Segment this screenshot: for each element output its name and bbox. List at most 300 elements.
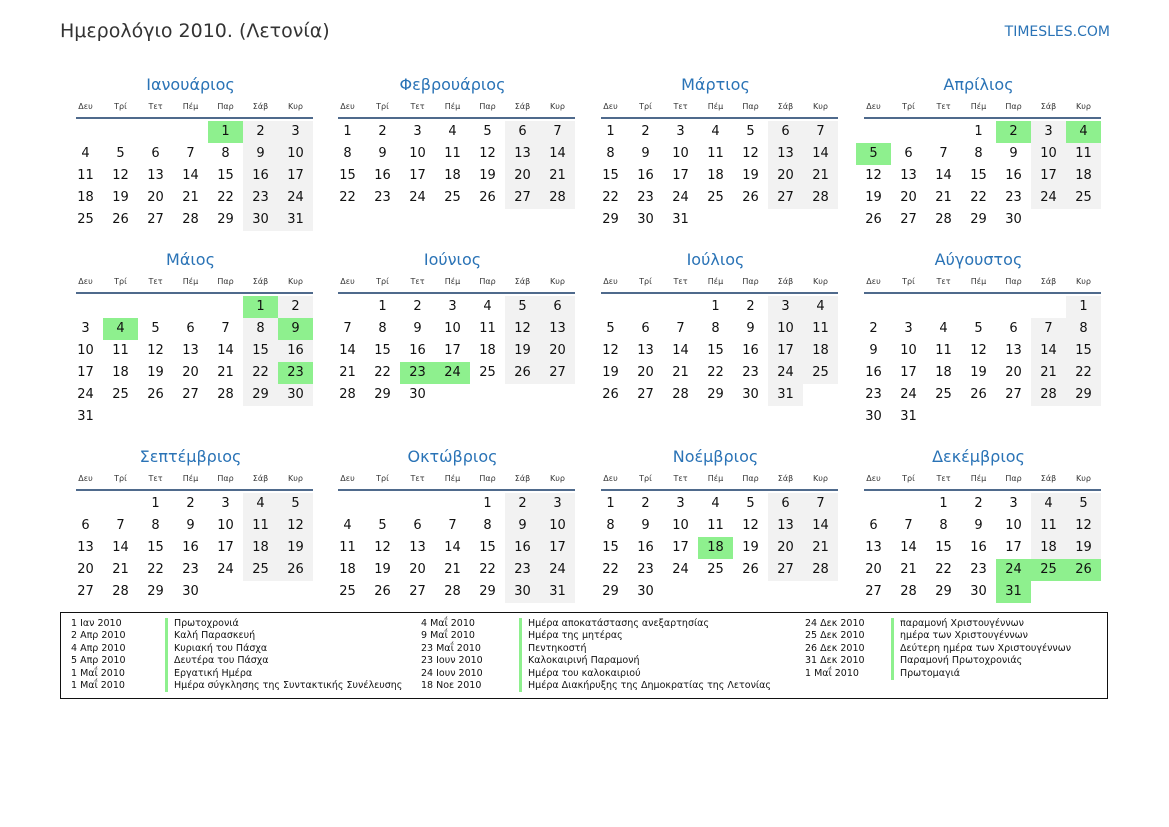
day-cell: 11 [444,146,461,161]
holiday-name: παραμονή Χριστουγέννων [891,618,1024,630]
day-cell: 11 [243,515,278,537]
day-cell: 24 [217,562,234,577]
weekday-label: Τετ [673,474,688,483]
weekday-label: Σάβ [777,277,794,286]
month-block [68,73,313,227]
holiday-date: 1 Μαΐ 2010 [805,667,859,679]
holiday-day-cell: 24 [996,559,1031,581]
weekday-label: Κυρ [813,277,828,286]
day-cell: 25 [243,559,278,581]
day-cell: 6 [186,321,195,336]
day-cell: 30 [505,581,540,603]
day-cell: 17 [1005,540,1022,555]
day-cell: 3 [676,124,685,139]
day-cell: 15 [479,540,496,555]
day-cell: 20 [77,562,94,577]
day-cell: 18 [339,562,356,577]
day-cell: 14 [900,540,917,555]
day-cell: 1 [711,299,720,314]
day-cell: 30 [637,212,654,227]
day-cell: 20 [540,340,575,362]
weekday-label: Δευ [866,474,881,483]
holiday-date: 24 Ιουν 2010 [421,667,483,679]
month-block [593,445,838,599]
day-cell: 26 [112,212,129,227]
weekday-label: Κυρ [813,474,828,483]
weekday-label: Τετ [410,102,425,111]
day-cell: 5 [746,496,755,511]
day-cell: 21 [1031,362,1066,384]
day-cell: 21 [672,365,689,380]
day-cell: 10 [768,318,803,340]
weekday-label: Σάβ [1040,277,1057,286]
day-cell: 31 [768,384,803,406]
day-cell: 16 [970,540,987,555]
day-cell: 28 [217,387,234,402]
day-cell: 5 [1066,493,1101,515]
day-cell: 28 [339,387,356,402]
day-cell: 2 [641,124,650,139]
day-cell: 4 [711,496,720,511]
day-cell: 5 [378,518,387,533]
day-cell: 14 [803,143,838,165]
holiday-name: Καλοκαιρινή Παραμονή [519,655,639,667]
day-cell: 10 [900,343,917,358]
day-cell: 18 [935,365,952,380]
day-cell: 15 [707,343,724,358]
holiday-name: Δευτέρα του Πάσχα [165,655,269,667]
day-cell: 25 [77,212,94,227]
day-cell: 21 [182,190,199,205]
weekday-label: Δευ [78,102,93,111]
day-cell: 11 [707,518,724,533]
day-cell: 27 [768,187,803,209]
day-cell: 14 [803,515,838,537]
page-title: Ημερολόγιο 2010. (Λετονία) [60,20,330,42]
day-cell: 18 [479,343,496,358]
weekday-label: Κυρ [288,277,303,286]
weekday-label: Παρ [1005,474,1022,483]
day-cell: 23 [742,365,759,380]
day-cell: 6 [641,321,650,336]
month-name: Νοέμβριος [672,447,759,466]
day-cell: 9 [186,518,195,533]
day-cell: 27 [900,212,917,227]
day-cell: 30 [182,584,199,599]
day-cell: 7 [803,121,838,143]
day-cell: 4 [939,321,948,336]
holiday-name: Πρωτοχρονιά [165,618,239,630]
day-cell: 24 [409,190,426,205]
day-cell: 15 [935,540,952,555]
day-cell: 27 [409,584,426,599]
day-cell: 6 [81,518,90,533]
month-name: Ιούλιος [686,250,745,269]
holiday-day-cell: 25 [1031,559,1066,581]
holiday-name: Ημέρα Διακήρυξης της Δημοκρατίας της Λετονίας [519,680,771,692]
weekday-label: Τετ [410,474,425,483]
header-rule [76,117,313,119]
site-link[interactable]: TIMESLES.COM [1004,24,1110,40]
day-cell: 17 [1031,165,1066,187]
day-cell: 23 [637,190,654,205]
day-cell: 20 [768,165,803,187]
day-cell: 29 [602,584,619,599]
day-cell: 10 [77,343,94,358]
day-cell: 28 [803,187,838,209]
day-cell: 6 [869,518,878,533]
day-cell: 16 [1005,168,1022,183]
day-cell: 21 [935,190,952,205]
day-cell: 25 [707,190,724,205]
weekday-label: Πέμ [970,102,987,111]
weekday-label: Κυρ [1076,277,1091,286]
weekday-label: Πέμ [970,277,987,286]
holiday-day-cell: 9 [278,318,313,340]
weekday-label: Δευ [340,474,355,483]
weekday-label: Σάβ [1040,102,1057,111]
weekday-label: Δευ [866,102,881,111]
holiday-day-cell: 23 [278,362,313,384]
header-rule [601,117,838,119]
day-cell: 8 [1066,318,1101,340]
day-cell: 11 [1031,515,1066,537]
day-cell: 5 [974,321,983,336]
header-rule [76,489,313,491]
day-cell: 11 [707,146,724,161]
day-cell: 23 [970,562,987,577]
day-cell: 28 [1031,384,1066,406]
day-cell: 21 [339,365,356,380]
month-name: Σεπτέμβριος [139,447,242,466]
month-name: Οκτώβριος [407,447,498,466]
day-cell: 21 [444,562,461,577]
day-cell: 22 [970,190,987,205]
holiday-date: 26 Δεκ 2010 [805,642,865,654]
day-cell: 8 [483,518,492,533]
holiday-name: Δεύτερη ημέρα των Χριστουγέννων [891,643,1071,655]
day-cell: 15 [1066,340,1101,362]
month-block [856,248,1101,424]
holiday-name: Πρωτομαγιά [891,668,960,680]
weekday-label: Τετ [673,277,688,286]
day-cell: 14 [112,540,129,555]
day-cell: 5 [505,296,540,318]
day-cell: 8 [606,146,615,161]
day-cell: 7 [676,321,685,336]
day-cell: 15 [147,540,164,555]
day-cell: 4 [803,296,838,318]
day-cell: 3 [540,493,575,515]
weekday-label: Κυρ [550,474,565,483]
day-cell: 29 [707,387,724,402]
day-cell: 12 [374,540,391,555]
weekday-label: Σάβ [1040,474,1057,483]
weekday-label: Τρί [376,474,389,483]
day-cell: 3 [676,496,685,511]
day-cell: 30 [970,584,987,599]
day-cell: 16 [742,343,759,358]
weekday-label: Παρ [217,474,234,483]
day-cell: 31 [540,581,575,603]
day-cell: 30 [742,387,759,402]
day-cell: 23 [243,187,278,209]
day-cell: 29 [935,584,952,599]
weekday-label: Δευ [340,277,355,286]
weekday-label: Κυρ [1076,102,1091,111]
day-cell: 26 [374,584,391,599]
day-cell: 14 [672,343,689,358]
weekday-header [593,97,838,117]
day-cell: 29 [217,212,234,227]
day-cell: 16 [182,540,199,555]
day-cell: 27 [77,584,94,599]
day-cell: 30 [1005,212,1022,227]
weekday-label: Πέμ [444,102,461,111]
day-cell: 29 [1066,384,1101,406]
day-cell: 18 [1031,537,1066,559]
holiday-name: Ημέρα σύγκλησης της Συντακτικής Συνέλευσης [165,680,402,692]
weekday-label: Τρί [114,474,127,483]
day-cell: 24 [672,562,689,577]
holiday-date: 1 Ιαν 2010 [71,618,122,629]
day-cell: 30 [865,409,882,424]
month-name: Μάιος [166,250,215,269]
weekday-label: Τρί [902,277,915,286]
day-cell: 8 [711,321,720,336]
day-cell: 9 [243,143,278,165]
day-cell: 14 [1031,340,1066,362]
weekday-label: Τετ [936,474,951,483]
day-cell: 24 [900,387,917,402]
weekday-label: Τρί [376,277,389,286]
day-cell: 13 [1005,343,1022,358]
day-cell: 5 [116,146,125,161]
day-cell: 3 [448,299,457,314]
day-cell: 26 [742,190,759,205]
day-cell: 13 [505,143,540,165]
day-cell: 16 [865,365,882,380]
weekday-label: Σάβ [514,277,531,286]
day-cell: 7 [939,146,948,161]
weekday-label: Παρ [217,102,234,111]
day-cell: 27 [147,212,164,227]
day-cell: 5 [278,493,313,515]
day-cell: 18 [1066,165,1101,187]
holiday-day-cell: 24 [435,362,470,384]
weekday-label: Πέμ [707,474,724,483]
day-cell: 26 [602,387,619,402]
day-cell: 6 [413,518,422,533]
day-cell: 2 [641,496,650,511]
day-cell: 14 [182,168,199,183]
day-cell: 29 [970,212,987,227]
holiday-name: Εργατική Ημέρα [165,668,252,680]
day-cell: 4 [1031,493,1066,515]
day-cell: 21 [900,562,917,577]
header-rule [601,292,838,294]
day-cell: 9 [378,146,387,161]
day-cell: 12 [602,343,619,358]
day-cell: 23 [637,562,654,577]
weekday-label: Δευ [603,102,618,111]
day-cell: 3 [221,496,230,511]
day-cell: 4 [243,493,278,515]
weekday-header [68,272,313,292]
day-cell: 5 [606,321,615,336]
day-cell: 1 [151,496,160,511]
day-cell: 31 [278,209,313,231]
day-cell: 2 [186,496,195,511]
day-cell: 8 [243,318,278,340]
header-rule [76,292,313,294]
day-cell: 1 [939,496,948,511]
day-cell: 26 [278,559,313,581]
day-cell: 3 [413,124,422,139]
day-cell: 16 [637,168,654,183]
day-cell: 8 [939,518,948,533]
weekday-label: Παρ [479,277,496,286]
month-block [593,73,838,227]
day-cell: 3 [1009,496,1018,511]
weekday-label: Παρ [1005,277,1022,286]
day-cell: 12 [742,518,759,533]
day-cell: 19 [602,365,619,380]
weekday-header [330,97,575,117]
day-cell: 19 [742,168,759,183]
header-rule [864,489,1101,491]
day-cell: 11 [77,168,94,183]
month-block [330,248,575,402]
month-name: Μάρτιος [681,75,750,94]
day-cell: 29 [147,584,164,599]
day-cell: 1 [378,299,387,314]
day-cell: 16 [409,343,426,358]
holiday-day-cell: 23 [400,362,435,384]
holiday-day-cell: 2 [996,121,1031,143]
day-cell: 16 [243,165,278,187]
weekday-label: Τρί [639,474,652,483]
weekday-label: Πέμ [970,474,987,483]
month-name: Ιούνιος [423,250,482,269]
day-cell: 7 [803,493,838,515]
day-cell: 12 [742,146,759,161]
day-cell: 23 [865,387,882,402]
day-cell: 25 [479,365,496,380]
month-name: Δεκέμβριος [932,447,1025,466]
weekday-label: Κυρ [288,474,303,483]
day-cell: 4 [448,124,457,139]
holiday-name: Καλή Παρασκευή [165,630,255,642]
day-cell: 8 [221,146,230,161]
day-cell: 5 [746,124,755,139]
day-cell: 15 [970,168,987,183]
weekday-label: Δευ [78,474,93,483]
day-cell: 16 [374,168,391,183]
day-cell: 2 [278,296,313,318]
day-cell: 5 [151,321,160,336]
month-block [68,248,313,424]
holiday-name: Παραμονή Πρωτοχρονιάς [891,655,1022,667]
day-cell: 25 [112,387,129,402]
day-cell: 21 [112,562,129,577]
day-cell: 2 [413,299,422,314]
header-rule [338,292,575,294]
day-cell: 19 [147,365,164,380]
weekday-label: Σάβ [252,474,269,483]
weekday-label: Τρί [114,102,127,111]
month-name: Αύγουστος [934,250,1023,269]
day-cell: 22 [602,562,619,577]
day-cell: 25 [707,562,724,577]
day-cell: 26 [865,212,882,227]
holiday-date: 1 Μαΐ 2010 [71,679,125,691]
day-cell: 8 [343,146,352,161]
day-cell: 22 [217,190,234,205]
day-cell: 26 [147,387,164,402]
day-cell: 20 [147,190,164,205]
month-block [330,73,575,205]
day-cell: 28 [935,212,952,227]
day-cell: 3 [1031,121,1066,143]
day-cell: 12 [479,146,496,161]
day-cell: 4 [711,124,720,139]
weekday-header [856,272,1101,292]
day-cell: 12 [278,515,313,537]
day-cell: 11 [112,343,129,358]
day-cell: 1 [343,124,352,139]
day-cell: 1 [606,124,615,139]
weekday-label: Πέμ [707,277,724,286]
weekday-header [593,272,838,292]
day-cell: 7 [221,321,230,336]
day-cell: 17 [278,165,313,187]
day-cell: 23 [182,562,199,577]
weekday-label: Σάβ [514,474,531,483]
day-cell: 17 [540,537,575,559]
weekday-label: Κυρ [1076,474,1091,483]
day-cell: 27 [865,584,882,599]
weekday-label: Κυρ [550,277,565,286]
day-cell: 17 [444,343,461,358]
month-block [856,445,1101,599]
holiday-date: 31 Δεκ 2010 [805,655,865,667]
day-cell: 26 [742,562,759,577]
day-cell: 29 [479,584,496,599]
day-cell: 21 [540,165,575,187]
holiday-day-cell: 31 [996,581,1031,603]
weekday-label: Κυρ [288,102,303,111]
day-cell: 1 [1066,296,1101,318]
day-cell: 17 [77,365,94,380]
day-cell: 10 [444,321,461,336]
day-cell: 13 [540,318,575,340]
day-cell: 28 [540,187,575,209]
day-cell: 1 [483,496,492,511]
weekday-label: Πέμ [444,277,461,286]
day-cell: 11 [339,540,356,555]
holiday-name: ημέρα των Χριστουγέννων [891,630,1028,642]
day-cell: 7 [343,321,352,336]
day-cell: 25 [444,190,461,205]
day-cell: 15 [339,168,356,183]
holiday-day-cell: 26 [1066,559,1101,581]
weekday-label: Παρ [479,474,496,483]
day-cell: 15 [374,343,391,358]
weekday-label: Παρ [1005,102,1022,111]
holiday-date: 23 Ιουν 2010 [421,655,483,667]
day-cell: 9 [641,518,650,533]
